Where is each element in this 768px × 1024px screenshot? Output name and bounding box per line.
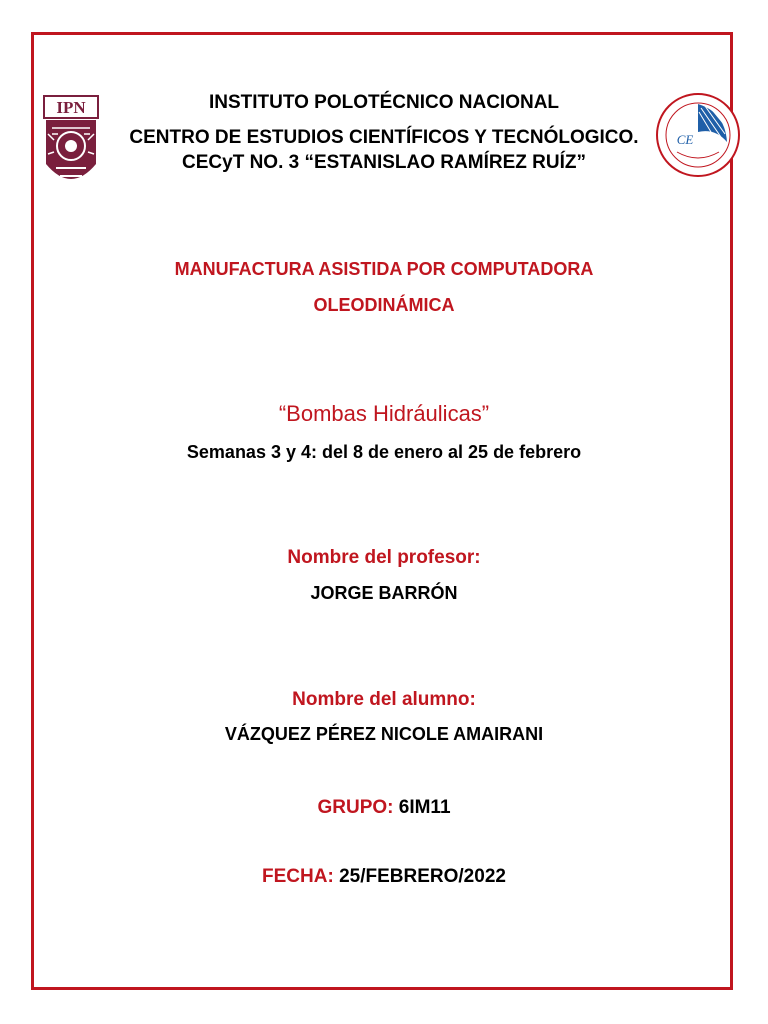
document-title: “Bombas Hidráulicas” bbox=[278, 401, 490, 426]
institute-name: INSTITUTO POLOTÉCNICO NACIONAL bbox=[208, 92, 560, 113]
student-name: VÁZQUEZ PÉREZ NICOLE AMAIRANI bbox=[224, 724, 544, 744]
date-value: 25/FEBRERO/2022 bbox=[339, 866, 506, 887]
svg-text:CE: CE bbox=[676, 132, 694, 147]
subject-title: MANUFACTURA ASISTIDA POR COMPUTADORA bbox=[174, 259, 594, 279]
subject-subtitle: OLEODINÁMICA bbox=[313, 295, 455, 315]
group-line bbox=[0, 797, 768, 819]
date-line bbox=[0, 866, 768, 888]
page-border bbox=[31, 32, 733, 990]
center-name: CENTRO DE ESTUDIOS CIENTÍFICOS Y TECNÓLOGICO. bbox=[129, 127, 639, 148]
svg-text:IPN: IPN bbox=[56, 98, 86, 117]
weeks-range: Semanas 3 y 4: del 8 de enero al 25 de febrero bbox=[186, 442, 582, 462]
group-value: 6IM11 bbox=[398, 797, 451, 818]
date-label: FECHA: bbox=[262, 866, 334, 887]
student-label: Nombre del alumno: bbox=[292, 689, 476, 710]
group-label: GRUPO: bbox=[317, 797, 394, 818]
professor-label: Nombre del profesor: bbox=[287, 547, 481, 568]
cecyt-name: CECyT NO. 3 “ESTANISLAO RAMÍREZ RUÍZ” bbox=[182, 152, 586, 173]
professor-name: JORGE BARRÓN bbox=[310, 583, 458, 603]
